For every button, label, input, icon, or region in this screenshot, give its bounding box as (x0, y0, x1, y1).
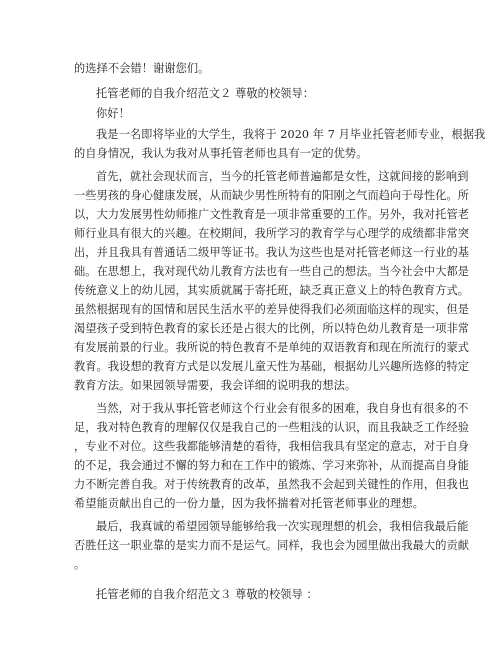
text-line: 传统意义上的幼儿园，其实质就属于寄托班，缺乏真正意义上的特色教育方式。 (74, 284, 470, 297)
text-line: 一些男孩的身心健康发展，从而缺少男性所特有的阳刚之气而趋向于母性化。所 (74, 189, 470, 202)
text-line: 的自身情况，我认为我对从事托管老师也具有一定的优势。 (74, 147, 368, 160)
text-line: 教育。我设想的教育方式是以发展儿童天性为基础，根据幼儿兴趣所选修的特定 (74, 360, 470, 373)
greeting: 你好！ (96, 107, 130, 120)
text-line: 虽然根据现有的国情和居民生活水平的差异使得我们必须面临这样的现实，但是 (74, 303, 470, 316)
section-heading: 托管老师的自我介绍范文３ 尊敬的校领导 ： (96, 588, 318, 601)
text-line: 出，并且我具有普通话二级甲等证书。我认为这些也是对托管老师这一行业的基 (74, 246, 470, 259)
text-line: ，专业不对位。这些我都能够清楚的看待，我相信我具有坚定的意志，对于自身 (74, 440, 470, 453)
section-heading: 托管老师的自我介绍范文２ 尊敬的校领导： (96, 87, 315, 100)
text-line: 希望能贡献出自己的一份力量，因为我怀揣着对托管老师事业的理想。 (74, 497, 424, 510)
text-line: 师行业具有很大的兴趣。在校期间，我所学习的教育学与心理学的成绩都非常突 (74, 227, 470, 240)
text-line: 渴望孩子受到特色教育的家长还是占很大的比例，所以特色幼儿教育是一项非常 (74, 322, 470, 335)
text-line: 有发展前景的行业。我所说的特色教育不是单纯的双语教育和现在所流行的蒙式 (74, 341, 470, 354)
text-line: 教育方法。如果园领导需要，我会详细的说明我的想法。 (74, 379, 357, 392)
text-line: 否胜任这一职业靠的是实力而不是运气。同样，我也会为园里做出我最大的贡献 (74, 539, 470, 552)
text-line: 础。在思想上，我对现代幼儿教育方法也有一些自己的想法。当今社会中大都是 (74, 265, 470, 278)
text-line: 当然，对于我从事托管老师这个行业会有很多的困难，我自身也有很多的不 (96, 402, 469, 415)
text-line: 力不断完善自我。对于传统教育的改革，虽然我不会起到关键性的作用，但我也 (74, 478, 470, 491)
text-line: 以，大力发展男性幼师推广文性教育是一项非常重要的工作。另外，我对托管老 (74, 208, 470, 221)
text-line: 最后，我真诚的希望园领导能够给我一次实现理想的机会，我相信我最后能 (96, 520, 469, 533)
text-line: 首先，就社会现状而言，当今的托管老师普遍都是女性，这就间接的影响到 (96, 170, 469, 183)
text-line: 的不足，我会通过不懈的努力和在工作中的锻炼、学习来弥补，从而提高自身能 (74, 459, 470, 472)
text-line: 我是一名即将毕业的大学生，我将于 2020 年 7 月毕业托管老师专业，根据我 (96, 128, 486, 141)
text-line: 的选择不会错！谢谢您们。 (74, 62, 210, 75)
text-line: 。 (74, 558, 86, 571)
text-line: 足，我对特色教育的理解仅仅是我自己的一些粗浅的认识，而且我缺乏工作经验 (74, 421, 470, 434)
